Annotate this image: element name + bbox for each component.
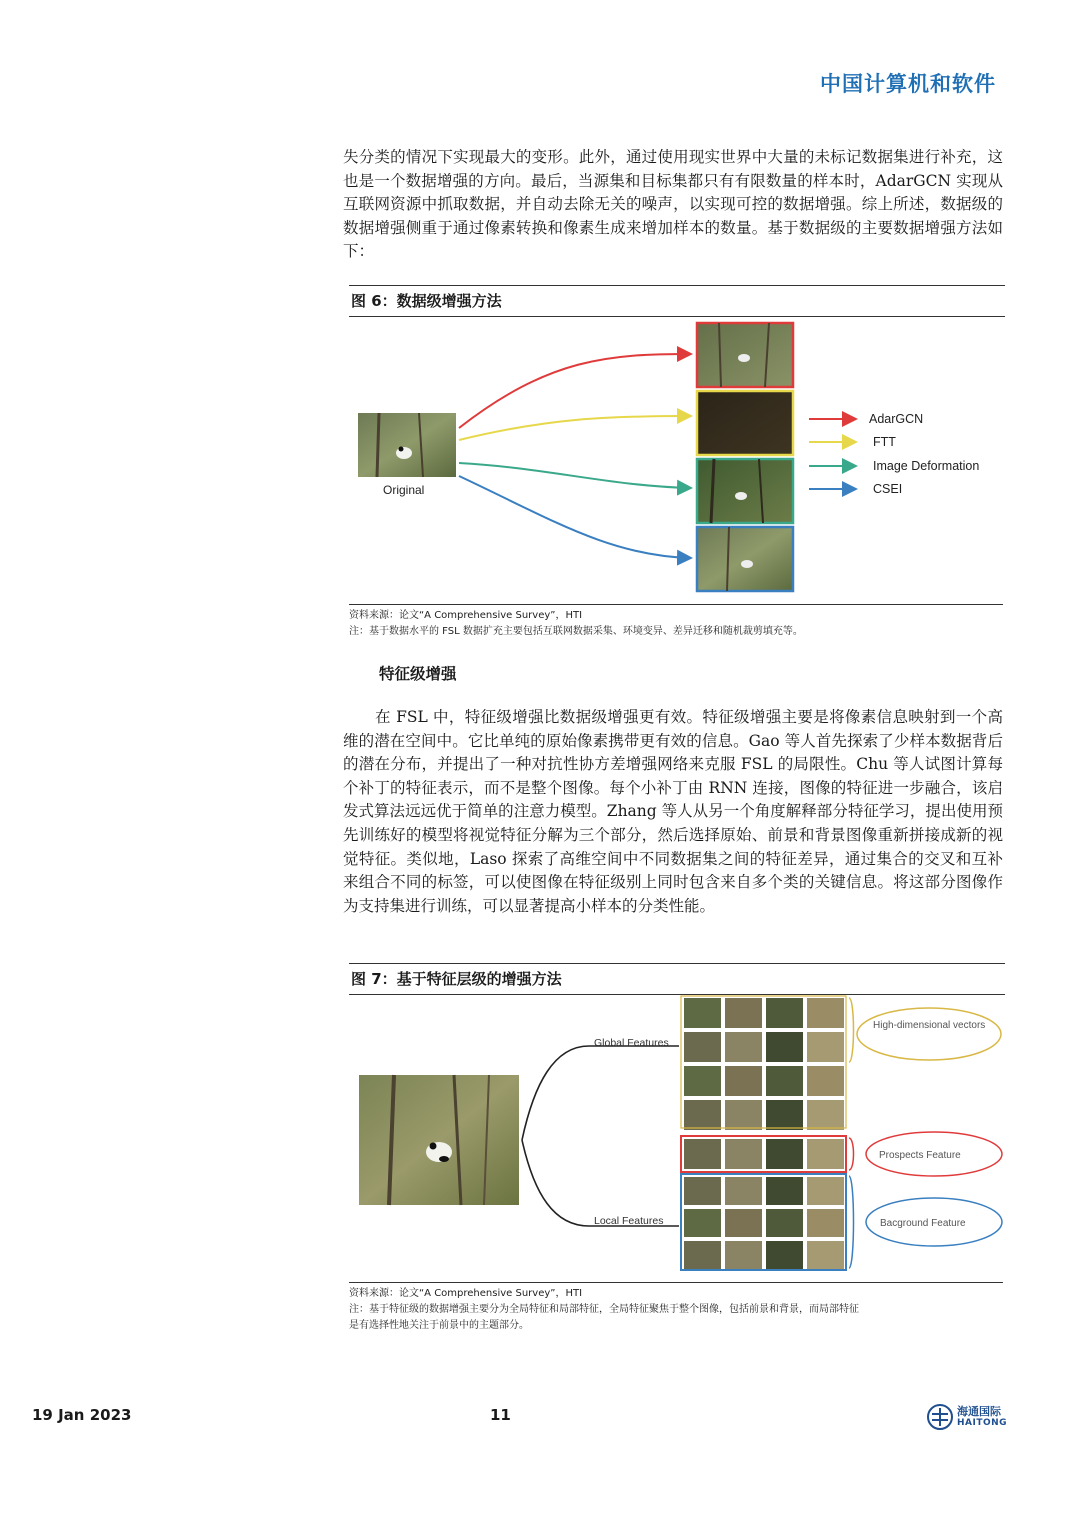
curve-image-deformation: [459, 463, 691, 488]
feature-augmentation-paragraph: 在 FSL 中，特征级增强比数据级增强更有效。特征级增强主要是将像素信息映射到一个高维的潜在空间中。它比单纯的原始像素携带更有效的信息。Gao 等人首先探索了少样本数据背后的潜在分布，并提出了一种对抗性协方差增强网络来克服 FSL 的局限性。Chu 等人试图计算每个补丁的特征表示，而不是整个图像。每个小补丁由 RNN 连接，图像的特征进一步融合，该启发式算法远远优于简单的注意力模型。Zhang 等人从另一个角度解释部分特征学习，提出使用预先训练好的模型将视觉特征分解为三个部分，然后选择原始、前景和背景图像重新拼接成新的视觉特征。类似地，Laso 探索了高维空间中不同数据集之间的特征差异，通过集合的交叉和互补来组合不同的标签，可以使图像在特征级别上同时包含来自多个类的关键信息。将这部分图像作为支持集进行训练，可以显著提高小样本的分类性能。: [343, 708, 1004, 915]
feature-tile: [807, 1139, 844, 1169]
feature-tile: [684, 1177, 721, 1205]
global-features-label: Global Features: [594, 1037, 669, 1049]
feature-tile: [766, 1032, 803, 1062]
csei-output-image: [697, 527, 793, 591]
feature-tile: [725, 1066, 762, 1096]
original-panda-image: [358, 413, 456, 477]
feature-tile: [725, 1100, 762, 1130]
section-heading-feature-augmentation: 特征级增强: [379, 664, 457, 683]
feature-tile: [684, 1139, 721, 1169]
cloud-prospects-feature: [866, 1132, 1002, 1176]
figure-6-source-block: [349, 604, 1003, 640]
feature-tile: [807, 998, 844, 1028]
feature-tile: [766, 1241, 803, 1269]
feature-tile: [766, 1139, 803, 1169]
feature-tile: [725, 1209, 762, 1237]
feature-tile: [766, 1177, 803, 1205]
curve-ftt: [459, 416, 691, 440]
feature-tile: [807, 1177, 844, 1205]
feature-tile: [807, 1100, 844, 1130]
figure-6-diagram: [349, 318, 1003, 602]
feature-tile: [684, 1241, 721, 1269]
figure-7-note-line2: 是有选择性地关注于前景中的主题部分。: [349, 1320, 529, 1331]
cloud-background-feature: [866, 1198, 1002, 1246]
feature-tile: [807, 1241, 844, 1269]
feature-tile: [684, 1032, 721, 1062]
feature-tile: [766, 1100, 803, 1130]
logo-text-en: HAITONG: [957, 1418, 1008, 1428]
global-branch-curve: [522, 1046, 679, 1140]
legend-csei: CSEI: [873, 482, 903, 496]
report-header-title: 中国计算机和软件: [820, 72, 996, 96]
feature-tile: [725, 998, 762, 1028]
cloud-background-text: Bacground Feature: [880, 1218, 966, 1229]
main-panda-image: [359, 1075, 519, 1205]
cloud-prospects-text: Prospects Feature: [879, 1150, 961, 1161]
adargcn-output-image: [697, 323, 793, 387]
figure-7-source: 资料来源：论文“A Comprehensive Survey”，HTI: [349, 1288, 583, 1299]
legend-adargcn: AdarGCN: [869, 412, 924, 426]
legend-ftt: FTT: [873, 435, 896, 449]
feature-tile: [807, 1066, 844, 1096]
footer-page-number: 11: [490, 1406, 511, 1424]
figure-6-source: 资料来源：论文“A Comprehensive Survey”，HTI: [349, 610, 583, 621]
curve-csei: [459, 476, 691, 558]
feature-tile: [807, 1209, 844, 1237]
figure-7-note-line1: 注：基于特征级的数据增强主要分为全局特征和局部特征，全局特征聚焦于整个图像，包括前景和背景，而局部特征: [349, 1304, 859, 1315]
global-feature-grid: [684, 998, 844, 1130]
local-features-label: Local Features: [594, 1215, 664, 1227]
feature-tile: [725, 1177, 762, 1205]
figure-6-title: 图 6：数据级增强方法: [349, 285, 1005, 317]
figure-7-title: 图 7：基于特征层级的增强方法: [349, 963, 1005, 995]
cloud-high-dimensional: [857, 1008, 1001, 1060]
feature-tile: [725, 1139, 762, 1169]
feature-tile: [725, 1241, 762, 1269]
cloud-high-text: High-dimensional vectors: [873, 1020, 986, 1031]
figure-7-source-block: [349, 1282, 1003, 1334]
haitong-logo: [927, 1404, 1007, 1430]
ftt-output-image: [697, 391, 793, 455]
feature-tile: [766, 998, 803, 1028]
figure-7-diagram: [349, 994, 1003, 1280]
figure-6-legend: [809, 412, 979, 496]
feature-tile: [807, 1032, 844, 1062]
intro-paragraph: 失分类的情况下实现最大的变形。此外，通过使用现实世界中大量的未标记数据集进行补充，这也是一个数据增强的方向。最后，当源集和目标集都只有有限数量的样本时，AdarGCN 实现从互联网资源中抓取数据，并自动去除无关的噪声，以实现可控的数据增强。综上所述，数据级的数据增强侧重于通过像素转换和像素生成来增加样本的数量。基于数据级的主要数据增强方法如下：: [343, 148, 1003, 261]
feature-tile: [725, 1032, 762, 1062]
footer-date: 19 Jan 2023: [32, 1406, 132, 1424]
local-feature-grid: [684, 1139, 844, 1269]
image-deformation-output-image: [697, 459, 793, 523]
feature-tile: [684, 1100, 721, 1130]
logo-text-cn: 海通国际: [957, 1405, 1001, 1418]
original-label: Original: [383, 483, 425, 497]
figure-6-note: 注：基于数据水平的 FSL 数据扩充主要包括互联网数据采集、环境变异、差异迁移和随机裁剪填充等。: [349, 626, 803, 637]
feature-tile: [684, 998, 721, 1028]
legend-image-deformation: Image Deformation: [873, 459, 980, 473]
feature-tile: [766, 1066, 803, 1096]
haitong-logo-icon: [927, 1404, 953, 1430]
feature-tile: [684, 1209, 721, 1237]
feature-tile: [684, 1066, 721, 1096]
local-branch-curve: [522, 1140, 679, 1226]
feature-tile: [766, 1209, 803, 1237]
